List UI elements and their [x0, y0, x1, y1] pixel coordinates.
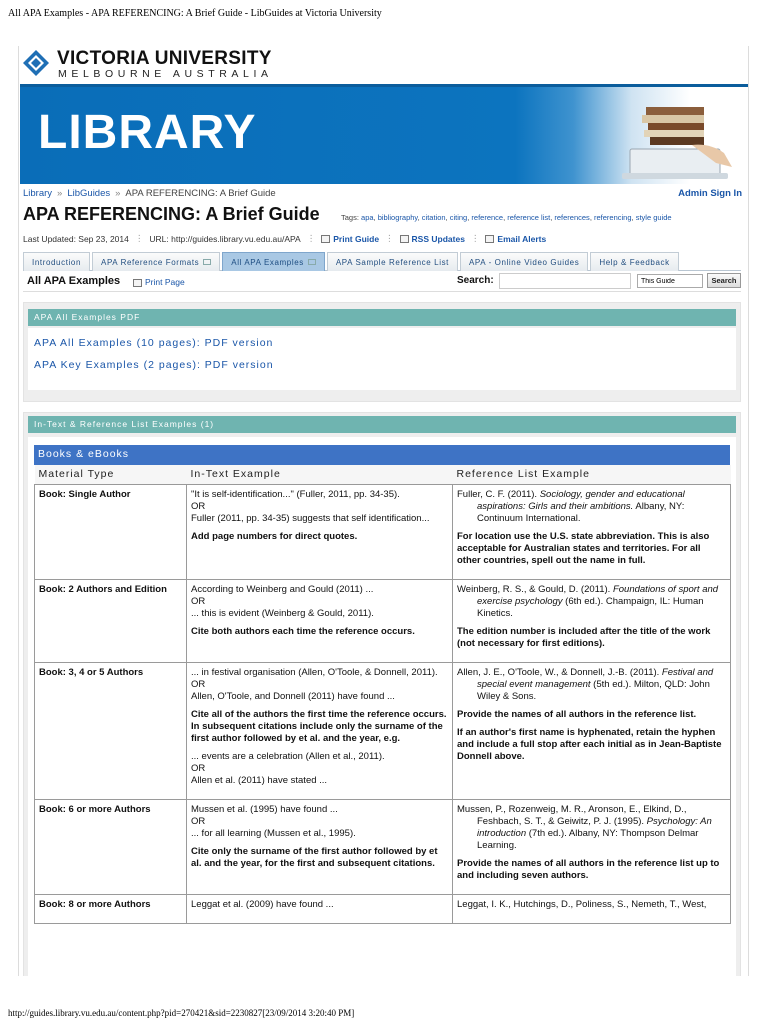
- reference-note: If an author's first name is hyphenated, retain the hyphen and include a full stop after each initial as in Jean-Baptiste Donnell above.: [457, 726, 722, 762]
- in-text-line: Allen, O'Toole, and Donnell (2011) have found ...: [191, 690, 395, 702]
- reference-publisher: (7th ed.). Albany, NY: Thompson Delmar Learning.: [477, 827, 699, 851]
- tags-label: Tags:: [341, 213, 359, 222]
- tab-item[interactable]: [590, 252, 678, 271]
- table-caption: Books & eBooks: [34, 445, 730, 465]
- search-label: Search:: [457, 275, 494, 286]
- table-row: [35, 484, 731, 579]
- reference-publisher: (5th ed.). Milton, QLD: John Wiley & Sons.: [477, 678, 710, 702]
- tab-item[interactable]: [222, 252, 325, 271]
- reference-note: Provide the names of all authors in the reference list up to and including seven authors.: [457, 857, 720, 881]
- search-input[interactable]: [499, 273, 631, 289]
- in-text-line: OR: [191, 815, 206, 827]
- library-banner: [20, 84, 748, 184]
- column-header-material-type: Material Type: [35, 465, 187, 484]
- in-text-examples: [191, 804, 448, 840]
- breadcrumb-separator: »: [115, 188, 121, 199]
- guide-tabs: [23, 252, 741, 271]
- in-text-line: Leggat et al. (2009) have found ...: [191, 898, 334, 910]
- material-type-cell: Book: 3, 4 or 5 Authors: [35, 662, 187, 799]
- breadcrumb-separator: »: [57, 188, 63, 199]
- pdf-link-all-examples[interactable]: APA All Examples (10 pages): PDF version: [34, 337, 274, 349]
- print-page-label: Print Page: [145, 277, 185, 287]
- reference-note: Provide the names of all authors in the reference list.: [457, 708, 697, 720]
- material-type-cell: Book: Single Author: [35, 484, 187, 579]
- email-icon: [485, 235, 494, 243]
- reference-authors: Allen, J. E., O'Toole, W., & Donnell, J.-B. (2011).: [457, 666, 662, 678]
- in-text-line: OR: [191, 500, 206, 512]
- in-text-line: Mussen et al. (1995) have found ...: [191, 803, 338, 815]
- in-text-examples-subsequent: [191, 751, 448, 787]
- in-text-cell: [187, 894, 453, 923]
- table-row: [35, 579, 731, 662]
- reference-publisher: (6th ed.). Champaign, IL: Human Kinetics.: [477, 595, 704, 619]
- in-text-examples: [191, 899, 448, 911]
- breadcrumb-libguides[interactable]: LibGuides: [67, 188, 111, 199]
- reference-entry: [457, 899, 726, 911]
- in-text-line: Allen et al. (2011) have stated ...: [191, 774, 328, 786]
- in-text-line: According to Weinberg and Gould (2011) ...: [191, 583, 374, 595]
- reference-authors: Mussen, P., Rozenweig, M. R., Aronson, E., Elkind, D., Feshbach, S. T., & Geiwitz, P. J. (1995).: [457, 803, 687, 827]
- reference-entry: [457, 667, 726, 703]
- breadcrumb-current: APA REFERENCING: A Brief Guide: [125, 188, 276, 199]
- material-type-cell: Book: 2 Authors and Edition: [35, 579, 187, 662]
- in-text-line: ... events are a celebration (Allen et al., 2011).: [191, 750, 385, 762]
- in-text-cell: [187, 799, 453, 894]
- in-text-examples: [191, 584, 448, 620]
- printer-icon: [321, 235, 330, 243]
- in-text-cell: [187, 662, 453, 799]
- reference-title: Foundations of sport and exercise psychology: [477, 583, 719, 607]
- reference-authors: Leggat, I. K., Hutchings, D., Poliness, S., Nemeth, T., West,: [457, 898, 707, 910]
- tag-link[interactable]: citing: [449, 213, 468, 222]
- in-text-note: Add page numbers for direct quotes.: [191, 530, 358, 542]
- tag-link[interactable]: references: [554, 213, 590, 222]
- table-row: [35, 799, 731, 894]
- current-page-name: All APA Examples: [27, 275, 121, 287]
- breadcrumb-library[interactable]: Library: [23, 188, 53, 199]
- dropdown-icon: [308, 259, 316, 265]
- reference-entry: [457, 804, 726, 852]
- logo-name: VICTORIA UNIVERSITY: [57, 48, 272, 69]
- tab-label: Introduction: [32, 257, 82, 267]
- banner-title: LIBRARY: [38, 106, 257, 159]
- reference-authors: Fuller, C. F. (2011).: [457, 488, 540, 500]
- tab-label: APA Sample Reference List: [335, 257, 449, 267]
- rss-updates-link[interactable]: RSS Updates: [411, 233, 465, 244]
- tab-item[interactable]: [327, 252, 458, 271]
- reference-title: Festival and special event management: [477, 666, 714, 690]
- tag-link[interactable]: referencing: [593, 213, 632, 222]
- examples-box-header: In-Text & Reference List Examples (1): [28, 416, 736, 433]
- in-text-line: OR: [191, 595, 206, 607]
- breadcrumb: [23, 188, 276, 199]
- reference-cell: [453, 662, 731, 799]
- tag-link[interactable]: bibliography: [377, 213, 418, 222]
- libguide-page: [18, 46, 749, 976]
- reference-cell: [453, 894, 731, 923]
- reference-cell: [453, 579, 731, 662]
- page-title: APA REFERENCING: A Brief Guide: [23, 204, 320, 224]
- admin-sign-in-link[interactable]: Admin Sign In: [678, 188, 742, 199]
- reference-title: Sociology, gender and educational aspirations: Girls and their ambitions.: [477, 488, 685, 512]
- tag-link[interactable]: reference list: [507, 213, 551, 222]
- reference-authors: Weinberg, R. S., & Gould, D. (2011).: [457, 583, 613, 595]
- tag-link[interactable]: citation: [421, 213, 446, 222]
- tag-link[interactable]: reference: [471, 213, 504, 222]
- reference-cell: [453, 484, 731, 579]
- tab-item[interactable]: [92, 252, 220, 271]
- dropdown-icon: [203, 259, 211, 265]
- reference-note: The edition number is included after the title of the work (not necessary for first editions).: [457, 625, 711, 649]
- in-text-line: ... in festival organisation (Allen, O'Toole, & Donnell, 2011).: [191, 666, 438, 678]
- printer-icon: [133, 279, 142, 287]
- column-header-reference-list: Reference List Example: [453, 465, 731, 484]
- column-header-in-text: In-Text Example: [187, 465, 453, 484]
- tab-label: APA - Online Video Guides: [469, 257, 580, 267]
- tab-item[interactable]: [23, 252, 90, 271]
- reference-publisher: Albany, NY: Continuum International.: [477, 500, 685, 524]
- in-text-note: Cite only the surname of the first author followed by et al. and the year, for the first and subsequent citations.: [191, 845, 438, 869]
- in-text-cell: [187, 484, 453, 579]
- print-guide-link[interactable]: Print Guide: [333, 233, 380, 244]
- pdf-link-key-examples[interactable]: APA Key Examples (2 pages): PDF version: [34, 359, 274, 371]
- table-row: [35, 894, 731, 923]
- reference-entry: [457, 489, 726, 525]
- in-text-note: Cite both authors each time the reference occurs.: [191, 625, 415, 637]
- print-footer: http://guides.library.vu.edu.au/content.php?pid=270421&sid=2230827[23/09/2014 3:20:40 PM]: [8, 1008, 355, 1018]
- in-text-cell: [187, 579, 453, 662]
- search-scope-select[interactable]: [637, 274, 703, 288]
- tab-label: Help & Feedback: [599, 257, 670, 267]
- print-header: All APA Examples - APA REFERENCING: A Brief Guide - LibGuides at Victoria University: [8, 8, 382, 19]
- material-type-cell: Book: 6 or more Authors: [35, 799, 187, 894]
- search-button[interactable]: Search: [707, 273, 741, 288]
- table-row: [35, 662, 731, 799]
- in-text-examples: [191, 667, 448, 703]
- in-text-line: "It is self-identification..." (Fuller, 2011, pp. 34-35).: [191, 488, 400, 500]
- tags-list: Tags: apa, bibliography, citation, citing, reference, reference list, references, referencing, style guide: [341, 213, 672, 222]
- in-text-line: OR: [191, 762, 206, 774]
- in-text-note: Cite all of the authors the first time the reference occurs. In subsequent citations include only the surname of the first author followed by et al. and the year, e.g.: [191, 708, 447, 744]
- tab-item[interactable]: [460, 252, 588, 271]
- examples-box: [23, 412, 741, 976]
- pdf-box-header: APA All Examples PDF: [28, 309, 736, 326]
- tag-link[interactable]: apa: [361, 213, 374, 222]
- reference-cell: [453, 799, 731, 894]
- in-text-line: Fuller (2011, pp. 34-35) suggests that self identification...: [191, 512, 430, 524]
- page-subbar: [23, 272, 741, 292]
- material-type-cell: Book: 8 or more Authors: [35, 894, 187, 923]
- examples-table: [34, 465, 731, 924]
- diamond-logo-icon: [23, 50, 49, 76]
- in-text-examples: [191, 489, 448, 525]
- guide-url: URL: http://guides.library.vu.edu.au/APA: [149, 233, 301, 244]
- reference-note: For location use the U.S. state abbreviation. This is also acceptable for Australian states and territories. For all other countries, spell out the name in full.: [457, 530, 710, 566]
- in-text-line: ... for all learning (Mussen et al., 1995).: [191, 827, 356, 839]
- books-laptop-image: [612, 97, 742, 185]
- tab-label: All APA Examples: [231, 257, 304, 267]
- email-alerts-link[interactable]: Email Alerts: [497, 233, 547, 244]
- reference-title: Psychology: An introduction: [477, 815, 712, 839]
- in-text-line: ... this is evident (Weinberg & Gould, 2011).: [191, 607, 374, 619]
- rss-icon: [400, 235, 409, 243]
- university-logo[interactable]: [21, 48, 281, 82]
- reference-entry: [457, 584, 726, 620]
- guide-meta: Last Updated: Sep 23, 2014 ⋮ URL: http://guides.library.vu.edu.au/APA ⋮ Print Guide ⋮ RSS Updates ⋮ Email Alerts: [23, 233, 547, 244]
- print-page-link[interactable]: [133, 277, 185, 287]
- last-updated: Last Updated: Sep 23, 2014: [23, 233, 129, 244]
- logo-subtitle: MELBOURNE AUSTRALIA: [58, 68, 273, 80]
- tab-label: APA Reference Formats: [101, 257, 200, 267]
- tag-link[interactable]: style guide: [635, 213, 672, 222]
- pdf-box: [23, 302, 741, 402]
- in-text-line: OR: [191, 678, 206, 690]
